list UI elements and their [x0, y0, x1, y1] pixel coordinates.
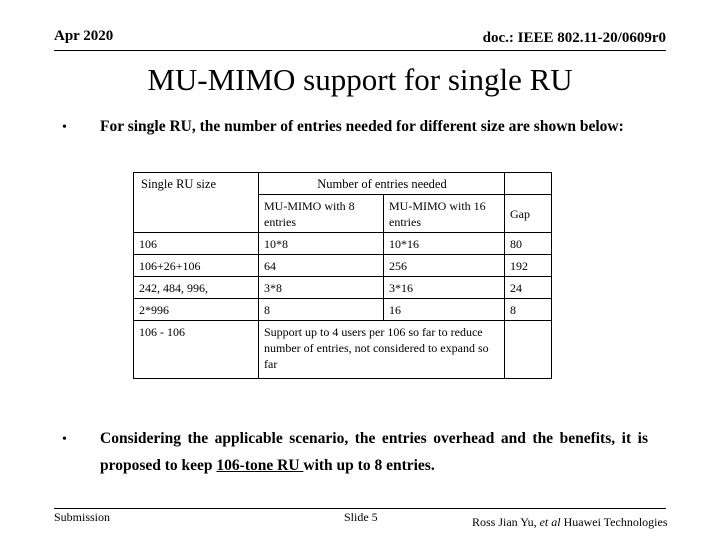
- cell-mu8: 8: [259, 299, 384, 321]
- cell-mu8: 10*8: [259, 233, 384, 255]
- bullet-marker-2: •: [62, 432, 67, 447]
- footer-author: [472, 515, 668, 530]
- footer-etal: et al: [539, 515, 561, 529]
- cell-mu16: 256: [384, 255, 505, 277]
- cell-mu16: 3*16: [384, 277, 505, 299]
- table-row: [134, 277, 552, 299]
- cell-gap: 192: [505, 255, 552, 277]
- subheader-mu-mimo-16: MU-MIMO with 16 entries: [384, 195, 505, 233]
- cell-gap: 8: [505, 299, 552, 321]
- entries-table: [133, 172, 552, 379]
- bullet-text-2-content: [100, 425, 648, 479]
- bullet-text-2-underlined: 106-tone RU: [216, 457, 304, 474]
- bullet-marker-1: •: [62, 120, 67, 135]
- footer-author-name: Ross Jian Yu,: [472, 515, 540, 529]
- footer-slide-number: Slide 5: [344, 510, 378, 524]
- table-row: [134, 255, 552, 277]
- header-number-of-entries: Number of entries needed: [259, 173, 505, 195]
- header-single-ru-size: Single RU size: [134, 173, 259, 233]
- header-divider: [54, 50, 666, 51]
- bullet-text-2: [100, 425, 648, 479]
- footer-submission: Submission: [54, 510, 111, 524]
- subheader-gap: Gap: [505, 195, 552, 233]
- cell-size: 242, 484, 996,: [134, 277, 259, 299]
- cell-mu8: 3*8: [259, 277, 384, 299]
- cell-gap: 24: [505, 277, 552, 299]
- subheader-mu-mimo-8: MU-MIMO with 8 entries: [259, 195, 384, 233]
- cell-empty: [505, 321, 552, 379]
- table-row-last: [134, 321, 552, 379]
- bullet-text-1: [100, 113, 648, 140]
- cell-size: 106: [134, 233, 259, 255]
- cell-mu8: 64: [259, 255, 384, 277]
- bullet-text-2-pre: Considering the applicable scenario, the entries overhead and the benefits, it is proposed to keep: [100, 430, 648, 474]
- cell-size: 106 - 106: [134, 321, 259, 379]
- cell-note: Support up to 4 users per 106 so far to reduce number of entries, not considered to expand so far: [259, 321, 505, 379]
- cell-size: 106+26+106: [134, 255, 259, 277]
- table-row: [134, 233, 552, 255]
- cell-mu16: 16: [384, 299, 505, 321]
- bullet-text-2-post: with up to 8 entries.: [303, 457, 435, 474]
- table-row: [134, 299, 552, 321]
- cell-mu16: 10*16: [384, 233, 505, 255]
- header-doc-id: doc.: IEEE 802.11-20/0609r0: [482, 30, 666, 46]
- cell-size: 2*996: [134, 299, 259, 321]
- footer-divider: [54, 508, 666, 509]
- header-empty: [505, 173, 552, 195]
- cell-gap: 80: [505, 233, 552, 255]
- header-date: Apr 2020: [54, 28, 114, 44]
- slide-title: MU-MIMO support for single RU: [147, 62, 573, 97]
- table-header-row: [134, 173, 552, 195]
- bullet-text-1-content: For single RU, the number of entries needed for different size are shown below:: [100, 118, 624, 135]
- footer-org: Huawei Technologies: [560, 515, 668, 529]
